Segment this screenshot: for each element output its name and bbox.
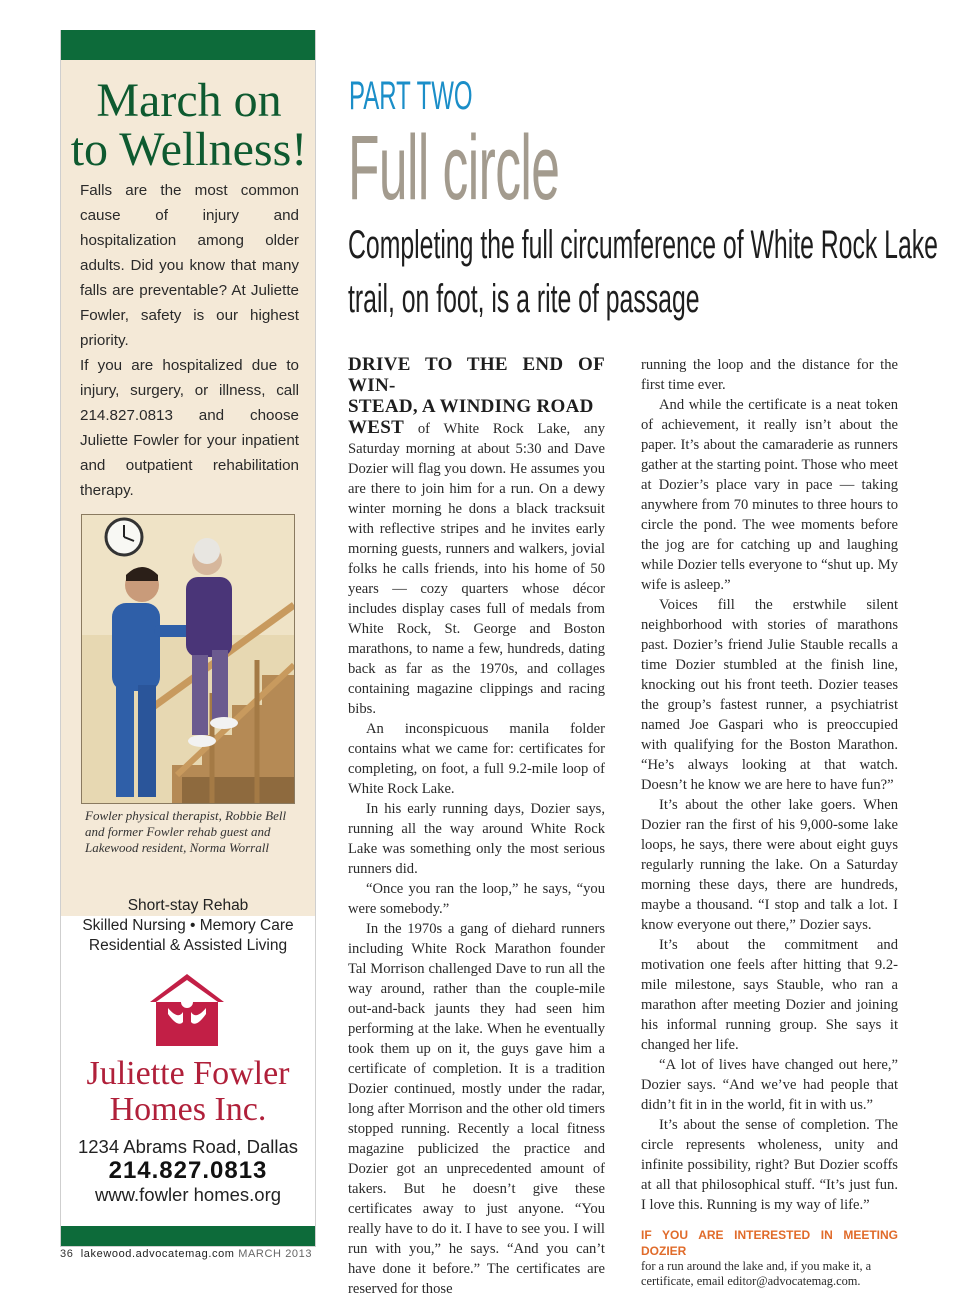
footer-issue-date: MARCH 2013 bbox=[238, 1248, 313, 1260]
ad-brand-line2: Homes Inc. bbox=[109, 1091, 267, 1128]
fowler-homes-logo-icon bbox=[148, 972, 226, 1048]
page-footer bbox=[60, 1248, 312, 1260]
ad-top-bar bbox=[61, 30, 315, 60]
ad-website-link[interactable]: www.fowler homes.org bbox=[94, 1184, 282, 1205]
ad-brand-line1: Juliette Fowler bbox=[86, 1055, 290, 1092]
ad-photo-caption: Fowler physical therapist, Robbie Bell and former Fowler rehab guest and Lakewood resident, Norma Worrall bbox=[85, 808, 287, 855]
article-column-2 bbox=[641, 355, 898, 1289]
page-number: 36 bbox=[60, 1248, 74, 1260]
body-paragraph-continued: running the loop and the distance for the first time ever. bbox=[641, 357, 898, 393]
ad-brand-name bbox=[61, 1056, 315, 1128]
lead-caps-line2: STEAD, A WINDING ROAD bbox=[348, 396, 594, 417]
ad-service-line: Skilled Nursing • Memory Care bbox=[82, 917, 294, 934]
article-deck-line2: trail, on foot, is a rite of passage bbox=[348, 277, 700, 321]
body-paragraph: And while the certificate is a neat token of achievement, it really isn’t about the paper. It’s about the camaraderie as runners gather at the starting point. Those who meet at Dozier’s place vary in pace — taking anywhere from 70 minutes to three hours to circle the pond. The wee moments before the jog are for catching up and laughing while Dozier tells everyone to “shut up. My wife is asleep.” bbox=[641, 397, 898, 593]
article-tagline-body: for a run around the lake and, if you make it, a certificate, email editor@advocatemag.com. bbox=[641, 1259, 872, 1288]
ad-phone-number[interactable]: 214.827.0813 bbox=[108, 1157, 268, 1184]
lead-caps-word: WEST bbox=[348, 417, 405, 438]
ad-bottom-bar bbox=[61, 1226, 315, 1246]
body-paragraph: It’s about the commitment and motivation one feels after hitting that 9.2-mile milestone, says Stauble, who ran a marathon after meeting Dozier and joining his informal running group. She says it changed her life. bbox=[641, 937, 898, 1053]
ad-service-line: Residential & Assisted Living bbox=[88, 937, 288, 954]
therapy-photo-illustration bbox=[82, 515, 294, 803]
article-column-1 bbox=[348, 355, 605, 1299]
ad-title bbox=[67, 76, 311, 174]
lead-caps-line1: DRIVE TO THE END OF WIN- bbox=[348, 354, 605, 396]
body-paragraph: In the 1970s a gang of diehard runners including White Rock Marathon founder Tal Morrison challenged Dave to run all the way around, rather than the couple-mile out-and-back jaunts they had seen him performing at the lake. When he eventually took them up on it, the guys gave him a certificate of completion. It is a tradition Dozier continued, mostly under the radar, long after Morrison and the other old timers stopped running. Recently a local fitness magazine publicized the practice and Dozier got an unprecedented amount of takers. But he doesn’t give these certificates away to just anyone. “You really have to do it. I have to see you. I will run with you,” he says. “And you can’t have done it before.” The certificates are reserved for those bbox=[348, 921, 605, 1297]
article-lead-paragraph bbox=[348, 355, 605, 719]
body-paragraph: Voices fill the erstwhile silent neighborhood with stories of marathons past. Dozier’s friend Julie Stauble recalls a time Dozier stumbled at the finish line, knocking out his front teeth. Dozier teases the group’s fastest runner, a psychiatrist named Joe Gaspari who is preoccupied with qualifying for the Boston Marathon. “He’s always looking at that watch. Doesn’t he know we are here to have fun?” bbox=[641, 597, 898, 793]
ad-service-line: Short-stay Rehab bbox=[127, 897, 249, 914]
advertisement bbox=[60, 30, 316, 1247]
article-tagline-heading: IF YOU ARE INTERESTED IN MEETING DOZIER bbox=[641, 1228, 898, 1258]
body-paragraph: An inconspicuous manila folder contains what we came for: certificates for completing, on foot, a full 9.2-mile loop of White Rock Lake. bbox=[348, 721, 605, 797]
body-paragraph: “A lot of lives have changed out here,” Dozier says. “And we’ve had people that didn’t fit in in the world, fit in with us.” bbox=[641, 1057, 898, 1113]
body-paragraph: It’s about the other lake goers. When Dozier ran the first of his 9,000-some lake loops, he says, there were about eight guys regularly running the lake. On a Saturday morning these days, there are hundreds, maybe a thousand. “I stop and talk a lot. I know everyone out there,” Dozier says. bbox=[641, 797, 898, 933]
body-paragraph: In his early running days, Dozier says, running all the way around White Rock Lake was something only the most serious runners did. bbox=[348, 801, 605, 877]
ad-title-line2: to Wellness! bbox=[70, 123, 308, 176]
ad-title-line1: March on bbox=[96, 74, 282, 127]
ad-paragraph-falls: Falls are the most common cause of injury and hospitalization among older adults. Did you know that many falls are preventable? At Juliette Fowler, safety is our highest priority. bbox=[80, 182, 299, 349]
ad-services-list bbox=[61, 896, 315, 956]
article-deck-line1: Completing the full circumference of White Rock Lake bbox=[348, 223, 938, 267]
article-headline: Full circle bbox=[348, 117, 560, 219]
ad-photo-therapy bbox=[81, 514, 295, 804]
body-paragraph: “Once you ran the loop,” he says, “you were somebody.” bbox=[348, 881, 605, 917]
article-deck bbox=[348, 218, 938, 326]
ad-address: 1234 Abrams Road, Dallas bbox=[77, 1136, 299, 1157]
lead-body-text: of White Rock Lake, any Saturday morning at about 5:30 and Dave Dozier will flag you down. He assumes you are there to join him for a run. On a dewy winter morning he dons a black tracksuit with reflective stripes and he invites early morning guests, runners and walkers, jovial folks he calls friends, into his home of 50 years — cozy quarters whose décor includes display cases full of medals from White Rock, St. George and Boston marathons, to name a few, hundreds, dating back as far as the 1970s, and collages containing magazine clippings and racing bibs. bbox=[348, 421, 605, 717]
article-kicker: PART TWO bbox=[349, 74, 473, 118]
footer-site-link[interactable]: lakewood.advocatemag.com bbox=[80, 1248, 235, 1260]
body-paragraph: It’s about the sense of completion. The circle represents wholeness, unity and infinite possibility, right? But Dozier scoffs at all that philosophical stuff. “It’s just fun. I love this. Running is my way of life.” bbox=[641, 1117, 898, 1213]
ad-paragraph-rehab: If you are hospitalized due to injury, surgery, or illness, call 214.827.0813 and choose Juliette Fowler for your inpatient and outpatient rehabilitation therapy. bbox=[80, 357, 299, 499]
